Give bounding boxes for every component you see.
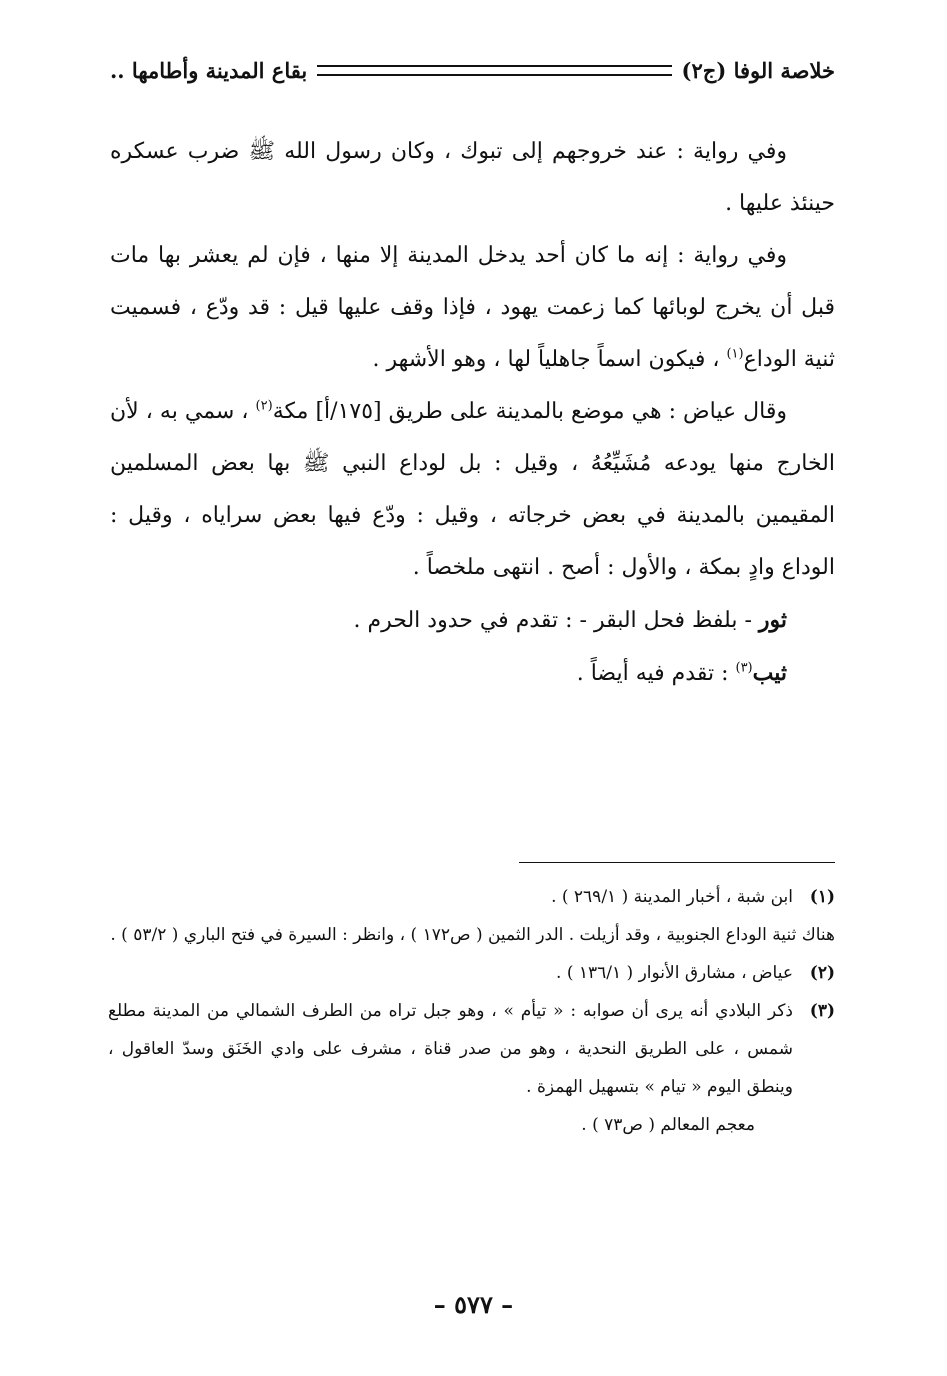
header-rule [317, 65, 671, 76]
footnote-text: عياض ، مشارق الأنوار ( ١٣٦/١ ) . [556, 963, 793, 983]
page-number: – ٥٧٧ – [433, 1290, 514, 1319]
footnote-separator [519, 862, 835, 863]
entry-thawr [110, 594, 835, 647]
entry-text-thayb: : تقدم فيه أيضاً . [576, 661, 736, 686]
paragraph-2 [110, 230, 835, 386]
footnote-2 [108, 954, 835, 992]
footnote-text: ابن شبة ، أخبار المدينة ( ٢٦٩/١ ) . [551, 887, 793, 907]
footnote-number: (١) [809, 887, 835, 907]
footnotes [108, 878, 835, 1144]
footnote-ref-1[interactable]: (١) [726, 346, 744, 362]
footnote-3 [108, 992, 835, 1106]
book-title: خلاصة الوفا (ج٢) [681, 57, 835, 83]
paragraph-2-text-a: وفي رواية : إنه ما كان أحد يدخل المدينة إلا منها ، فإن لم يعشر بها مات قبل أن يخرج لوبائها كما زعمت يهود ، فإذا وقف عليها قيل : قد ودّع ، فسميت ثنية الوداع [110, 243, 835, 372]
running-header [110, 50, 835, 90]
footnote-text: ذكر البلادي أنه يرى أن صوابه : « تيأم » ، وهو جبل تراه من الطرف الشمالي من المدينة مطلع شمس ، على الطريق النحدية ، وهو من صدر قناة ، مشرف على وادي الخَنَق وسدّ العاقول ، وينطق اليوم « تيام » بتسهيل الهمزة . [108, 1001, 793, 1097]
paragraph-2-text-b: ، فيكون اسماً جاهلياً لها ، وهو الأشهر . [372, 347, 727, 372]
footnote-ref-3[interactable]: (٣) [735, 660, 753, 676]
footnote-number: (٣) [809, 1001, 835, 1021]
entry-term-thayb: ثيب [752, 660, 787, 686]
entry-text-thawr: - بلفظ فحل البقر - : تقدم في حدود الحرم . [353, 608, 759, 633]
paragraph-3-text-b: ، سمي به ، لأن الخارج منها يودعه مُشَيِّعُهُ ، وقيل : بل لوداع النبي ﷺ بها بعض المسلمين المقيمين بالمدينة في بعض خرجاته ، وقيل : ودّع فيها بعض سراياه ، وقيل : الوداع وادٍ بمكة ، والأول : أصح . انتهى ملخصاً . [110, 399, 835, 580]
chapter-title: بقاع المدينة وأطامها .. [110, 57, 308, 83]
paragraph-3 [110, 386, 835, 594]
entry-term-thawr: ثور [758, 607, 787, 633]
main-text [110, 126, 835, 700]
paragraph-3-text-a: وقال عياض : هي موضع بالمدينة على طريق [١٧٥/أ] مكة [272, 399, 787, 424]
footnote-ref-2[interactable]: (٢) [255, 398, 273, 414]
paragraph-1: وفي رواية : عند خروجهم إلى تبوك ، وكان رسول الله ﷺ ضرب عسكره حينئذ عليها . [110, 139, 835, 216]
footnote-3-source: معجم المعالم ( ص٧٣ ) . [581, 1115, 755, 1135]
footnote-1 [108, 878, 835, 916]
footnote-1-continuation: هناك ثنية الوداع الجنوبية ، وقد أزيلت . الدر الثمين ( ص١٧٢ ) ، وانظر : السيرة في فتح الباري ( ٥٣/٢ ) . [110, 925, 835, 945]
entry-thayb [110, 647, 835, 700]
footnote-number: (٢) [809, 963, 835, 983]
